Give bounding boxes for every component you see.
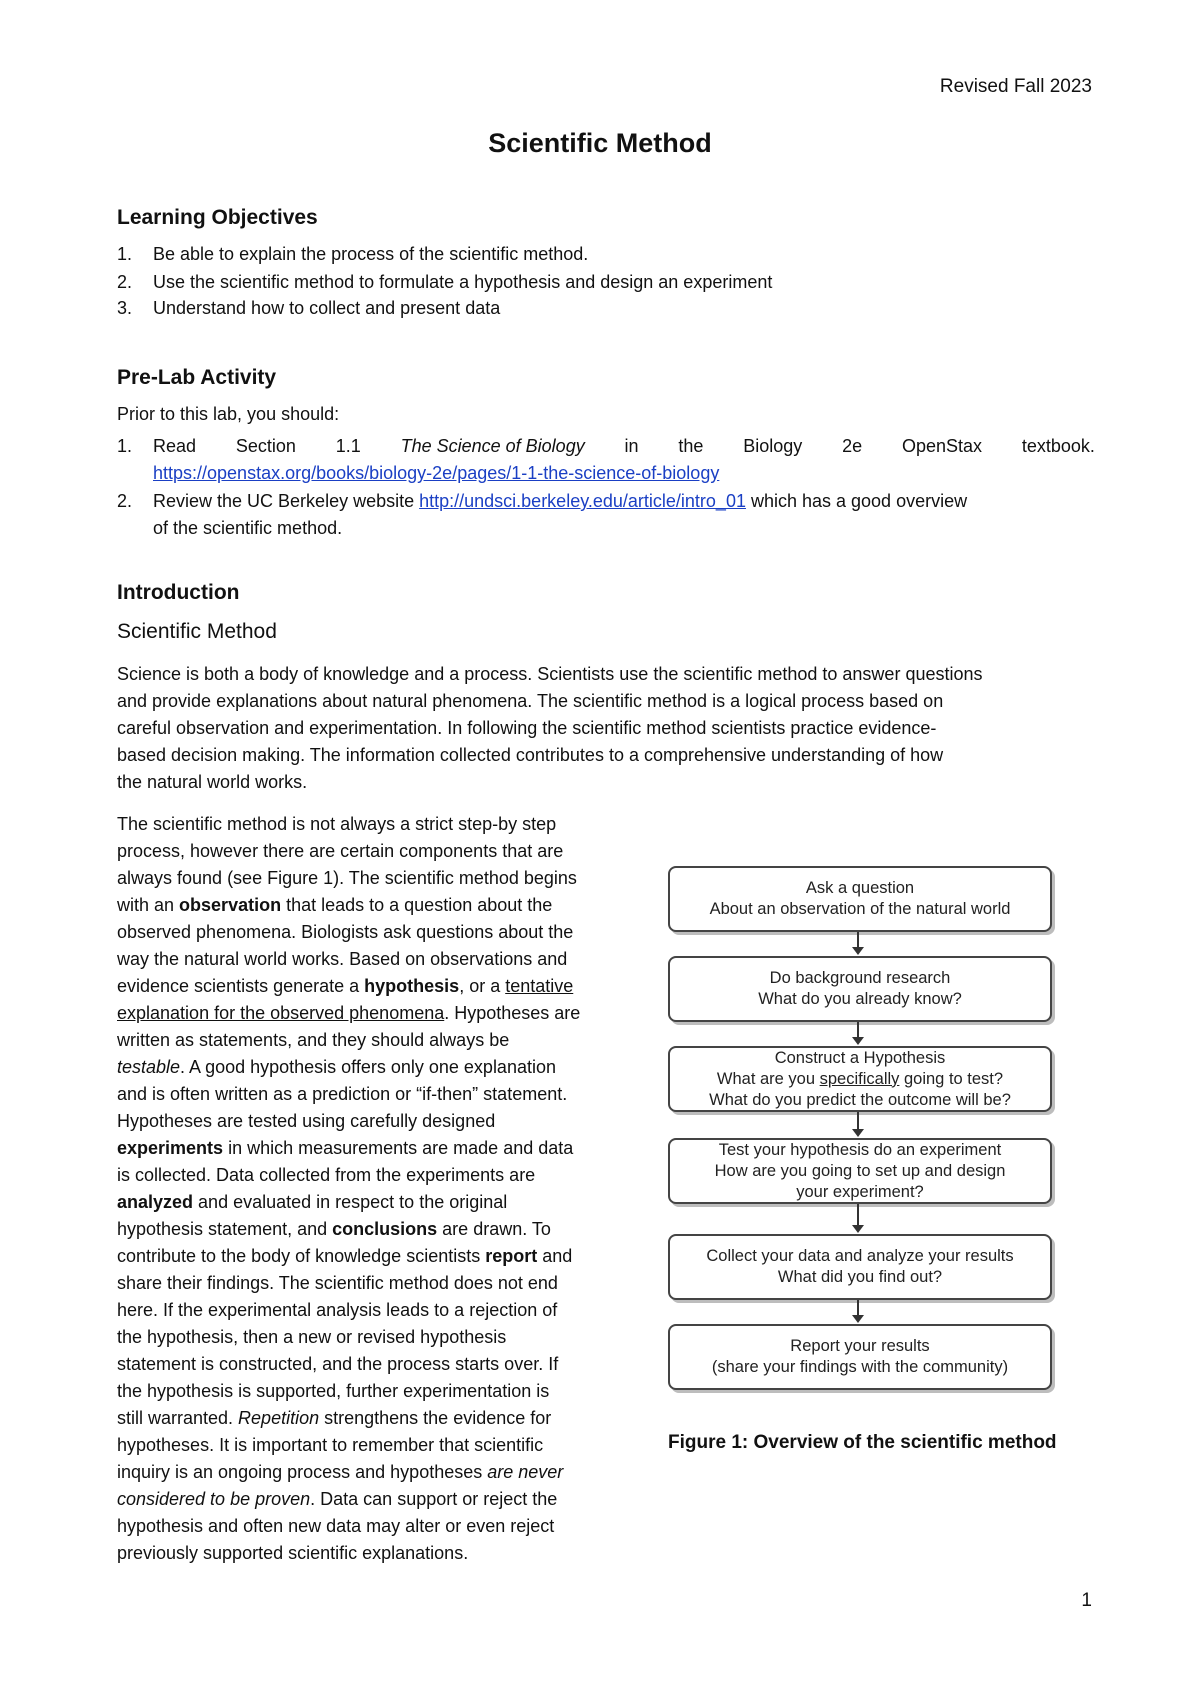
list-number: 2.	[117, 491, 133, 511]
para2-line: share their findings. The scientific method does not end	[117, 1273, 558, 1293]
para2-line: process, however there are certain components that are	[117, 841, 564, 861]
list-number: 1.	[117, 244, 133, 264]
flow-arrow	[857, 932, 859, 948]
list-item: Be able to explain the process of the scientific method.	[153, 244, 589, 264]
list-number: 1.	[117, 436, 133, 456]
para2-line: Hypotheses are tested using carefully designed	[117, 1111, 496, 1131]
berkeley-link[interactable]: http://undsci.berkeley.edu/article/intro_01	[419, 491, 746, 511]
list-number: 2.	[117, 272, 133, 292]
prelab-item-1: Read Section 1.1 The Science of Biology in the Biology 2e OpenStax textbook.	[153, 436, 1095, 456]
para2-line: analyzed and evaluated in respect to the original	[117, 1192, 508, 1212]
flow-step-background-research: Do background research What do you already know?	[668, 956, 1052, 1022]
page-number: 1	[1081, 1590, 1092, 1611]
para2-line: considered to be proven. Data can support or reject the	[117, 1489, 558, 1509]
openstax-link-line	[153, 463, 719, 484]
para2-line: written as statements, and they should always be	[117, 1030, 510, 1050]
prelab-item-2-continued: of the scientific method.	[153, 518, 343, 538]
scientific-method-subheading: Scientific Method	[117, 620, 277, 643]
para2-line: still warranted. Repetition strengthens the evidence for	[117, 1408, 552, 1428]
figure-caption: Figure 1: Overview of the scientific method	[668, 1432, 1057, 1453]
flow-step-test-hypothesis: Test your hypothesis do an experiment How are you going to set up and design your experiment?	[668, 1138, 1052, 1204]
para2-line: hypotheses. It is important to remember that scientific	[117, 1435, 544, 1455]
prelab-heading: Pre-Lab Activity	[117, 366, 277, 389]
openstax-link[interactable]: https://openstax.org/books/biology-2e/pages/1-1-the-science-of-biology	[153, 463, 720, 483]
para2-line: the hypothesis, then a new or revised hypothesis	[117, 1327, 507, 1347]
flow-step-ask-question: Ask a question About an observation of the natural world	[668, 866, 1052, 932]
revision-note: Revised Fall 2023	[939, 76, 1092, 97]
para2-line: experiments in which measurements are made and data	[117, 1138, 574, 1158]
para2-line: always found (see Figure 1). The scientific method begins	[117, 868, 577, 888]
para1-line: the natural world works.	[117, 772, 308, 792]
para1-line: based decision making. The information collected contributes to a comprehensive understanding of how	[117, 745, 944, 765]
para2-line: explanation for the observed phenomena. Hypotheses are	[117, 1003, 581, 1023]
flow-step-construct-hypothesis: Construct a Hypothesis What are you specifically going to test? What do you predict the outcome will be?	[668, 1046, 1052, 1112]
list-item: Understand how to collect and present data	[153, 298, 501, 318]
para1-line: Science is both a body of knowledge and a process. Scientists use the scientific method to answer questions	[117, 664, 983, 684]
para2-line: The scientific method is not always a strict step-by step	[117, 814, 557, 834]
prelab-intro: Prior to this lab, you should:	[117, 404, 340, 424]
para1-line: careful observation and experimentation. In following the scientific method scientists practice evidence-	[117, 718, 937, 738]
para2-line: testable. A good hypothesis offers only one explanation	[117, 1057, 556, 1077]
flow-step-collect-analyze: Collect your data and analyze your results What did you find out?	[668, 1234, 1052, 1300]
para1-line: and provide explanations about natural phenomena. The scientific method is a logical process based on	[117, 691, 944, 711]
flow-arrow	[857, 1300, 859, 1316]
prelab-item-2: Review the UC Berkeley website http://undsci.berkeley.edu/article/intro_01 which has a good overview	[153, 491, 968, 511]
para2-line: with an observation that leads to a question about the	[117, 895, 553, 915]
flow-arrow	[857, 1112, 859, 1130]
list-number: 3.	[117, 298, 133, 318]
para2-line: and is often written as a prediction or “if-then” statement.	[117, 1084, 568, 1104]
para2-line: way the natural world works. Based on observations and	[117, 949, 568, 969]
scientific-method-flowchart	[668, 866, 1058, 1406]
page-title: Scientific Method	[488, 128, 712, 158]
learning-objectives-heading: Learning Objectives	[117, 206, 318, 229]
para2-line: is collected. Data collected from the experiments are	[117, 1165, 536, 1185]
para2-line: evidence scientists generate a hypothesis, or a tentative	[117, 976, 574, 996]
para2-line: contribute to the body of knowledge scientists report and	[117, 1246, 573, 1266]
list-item: Use the scientific method to formulate a hypothesis and design an experiment	[153, 272, 773, 292]
flow-step-report-results: Report your results (share your findings with the community)	[668, 1324, 1052, 1390]
para2-line: the hypothesis is supported, further experimentation is	[117, 1381, 550, 1401]
para2-line: hypothesis statement, and conclusions are drawn. To	[117, 1219, 551, 1239]
para2-line: observed phenomena. Biologists ask questions about the	[117, 922, 574, 942]
flow-arrow	[857, 1204, 859, 1226]
para2-line: inquiry is an ongoing process and hypotheses are never	[117, 1462, 564, 1482]
introduction-heading: Introduction	[117, 581, 240, 604]
para2-line: statement is constructed, and the process starts over. If	[117, 1354, 559, 1374]
para2-line: here. If the experimental analysis leads to a rejection of	[117, 1300, 558, 1320]
para2-line: hypothesis and often new data may alter or even reject	[117, 1516, 555, 1536]
para2-line: previously supported scientific explanations.	[117, 1543, 469, 1563]
flow-arrow	[857, 1022, 859, 1038]
